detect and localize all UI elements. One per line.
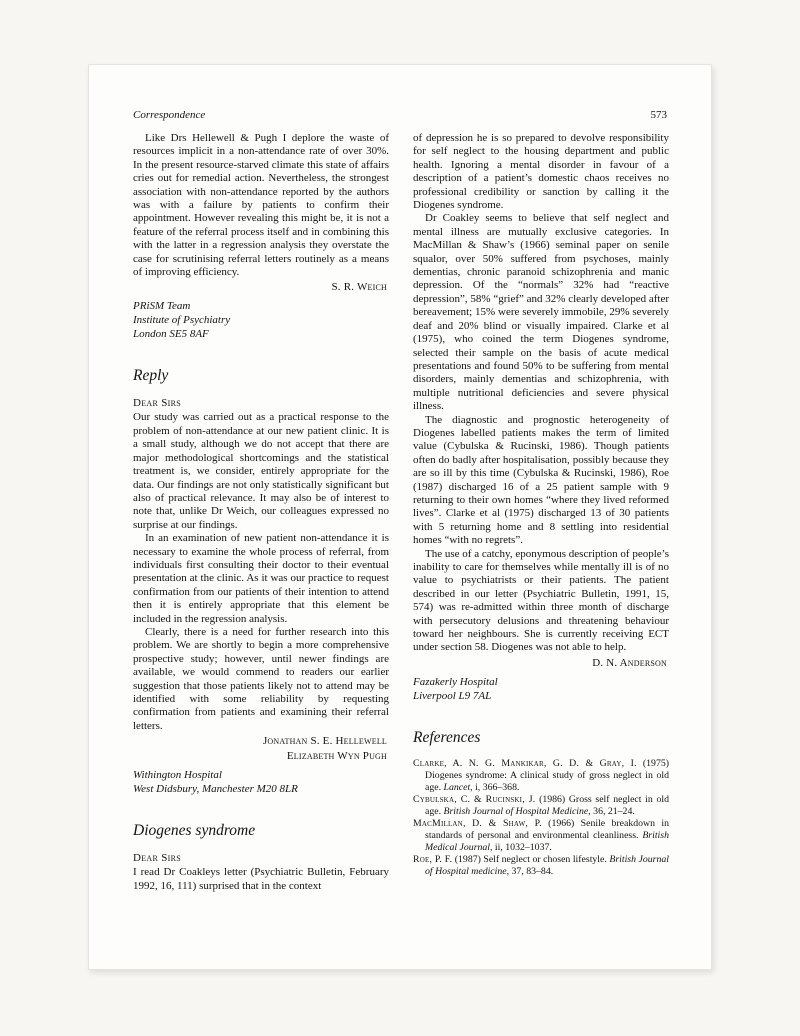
salutation: Dear Sirs [133, 397, 181, 410]
letter-diogenes [133, 821, 389, 893]
affiliation [133, 299, 389, 341]
signature: D. N. Anderson [592, 656, 667, 669]
signature: Elizabeth Wyn Pugh [286, 750, 387, 763]
reference-authors: MacMillan, D. & Shaw, P. [413, 817, 542, 829]
paragraph: I read Dr Coakleys letter (Psychiatric Bulletin, February 1992, 16, 111) surprised that in the context [133, 866, 389, 892]
reference-item [413, 854, 669, 878]
paragraph: Clearly, there is a need for further research into this problem. We are shortly to begin a more comprehensive prospective study; however, until newer findings are available, we would commend to readers our earlier suggestion that those patients likely not to attend may be identified with some reliability by requesting confirmation from patients and examining their referral letters. [133, 625, 389, 732]
reference-text: i, 366–368. [472, 781, 520, 793]
reference-text: (1987) Self neglect or chosen lifestyle. [452, 853, 610, 865]
left-column [133, 132, 389, 893]
paragraph: The diagnostic and prognostic heterogeneity of Diogenes labelled patients makes the term of limited value (Cybulska & Rucinski, 1986). Though patients often do badly after hospitalisation, possibly because they are so ill by this time (Cybulska & Rucinski, 1986), Roe (1987) discharged 16 of a 25 patient sample with 9 returning to their own homes “where they lived reformed lives”. Clarke et al (1975) discharged 13 of 30 patients with 5 returning home and 8 settling into residential homes “with no regrets”. [413, 413, 669, 547]
reference-journal: British Journal of Hospital medicine, [425, 853, 669, 877]
paragraph: of depression he is so prepared to devolve responsibility for self neglect to the housing department and public health. Ignoring a mental disorder in favour of a description of a patient’s domestic chaos receives no professional credibility or sanction by calling it the Diogenes syndrome. [413, 132, 669, 212]
reference-item [413, 818, 669, 854]
affiliation-line: Institute of Psychiatry [133, 314, 231, 327]
paragraph: The use of a catchy, eponymous description of people’s inability to care for themselves while mentally ill is of no value to psychiatrists or their patients. The patient described in our letter (Psychiatric Bulletin, 1991, 15, 574) was re-admitted within three month of discharge with persecutory delusions and threatening behaviour toward her neighbours. She is currently receiving ECT under section 58. Diogenes was not able to help. [413, 547, 669, 654]
paragraph: Our study was carried out as a practical response to the problem of non-attendance at our new patient clinic. It is a small study, although we do not accept that there are major methodological shortcomings and the statistical treatment is, we consider, entirely appropriate for the data. Our findings are not only statistically significant but also of practical relevance. It may also be of interest to note that, unlike Dr Weich, our colleagues expressed no surprise at our findings. [133, 411, 389, 531]
reference-text: (1975) Diogenes syndrome: A clinical study of gross neglect in old age. [425, 757, 669, 793]
page-header [133, 109, 667, 121]
reference-authors: Clarke, A. N. G. Mankikar, G. D. & Gray, I. [413, 757, 637, 769]
affiliation-line: London SE5 8AF [133, 328, 209, 341]
reference-text: (1986) Gross self neglect in old age. [425, 793, 669, 817]
letter-weich [133, 132, 389, 341]
paragraph: Dr Coakley seems to believe that self neglect and mental illness are mutually exclusive categories. In MacMillan & Shaw’s (1966) seminal paper on senile squalor, over 50% suffered from psychoses, mainly dementias, chronic paranoid schizophrenia and manic depression. Of the “normals” 32% had “reactive depression”, 58% “grief” and 32% clearly developed after bereavement; 15% were severely immobile, 29% severely deaf and 20% blind or visually impaired. Clarke et al (1975), who coined the term Diogenes syndrome, selected their sample on the basis of acute medical presentations and found 50% to be suffering from mental disorders, mainly dementias and schizophrenia, with multiple nutritional deficiencies and severe physical illness. [413, 212, 669, 413]
reference-authors: Cybulska, C. & Rucinski, J. [413, 793, 536, 805]
affiliation [133, 768, 389, 796]
section-heading: Reply [133, 367, 169, 385]
affiliation [413, 675, 669, 703]
section-heading: References [413, 728, 481, 746]
right-column [413, 132, 669, 893]
affiliation-line: West Didsbury, Manchester M20 8LR [133, 783, 298, 796]
signature: Jonathan S. E. Hellewell [262, 735, 387, 748]
reference-authors: Roe, P. F. [413, 853, 453, 865]
reference-journal: Lancet, [443, 781, 473, 793]
affiliation-line: Liverpool L9 7AL [413, 689, 492, 702]
salutation: Dear Sirs [133, 852, 181, 865]
journal-page [88, 64, 712, 970]
reference-text: ii, 1032–1037. [492, 841, 552, 853]
reference-text: 37, 83–84. [509, 865, 554, 877]
affiliation-line: Withington Hospital [133, 769, 222, 782]
reference-journal: British Journal of Hospital Medicine, [443, 805, 591, 817]
reference-item [413, 758, 669, 794]
two-column-layout [133, 132, 667, 893]
paragraph: Like Drs Hellewell & Pugh I deplore the waste of resources implicit in a non-attendance rate of over 30%. In the present resource-starved climate this state of affairs cries out for remedial action. Nevertheless, the strongest association with non-attendance reported by the authors was with a failure by patients to confirm their appointment. However revealing this might be, it is not a feature of the referral process itself and in combining this with the latter in a regression analysis they overstate the case for scrutinising referral letters routinely as a means of improving efficiency. [133, 132, 389, 279]
reference-text: 36, 21–24. [590, 805, 635, 817]
reference-item [413, 794, 669, 818]
section-heading: Diogenes syndrome [133, 822, 256, 840]
letter-reply [133, 366, 389, 796]
reference-text: (1966) Senile breakdown in standards of personal and environmental cleanliness. [425, 817, 669, 841]
references-section [413, 728, 669, 878]
affiliation-line: Fazakerly Hospital [413, 675, 498, 688]
running-head: Correspondence [133, 109, 206, 121]
page-number: 573 [650, 109, 667, 121]
letter-diogenes-continued [413, 132, 669, 703]
reference-journal: British Medical Journal, [425, 829, 669, 853]
paragraph: In an examination of new patient non-attendance it is necessary to examine the whole process of referral, from individuals first consulting their doctor to their eventual presentation at the clinic. As it was our practice to request confirmation from our patients of their intention to attend then it is entirely appropriate that this element be included in the regression analysis. [133, 532, 389, 625]
signature: S. R. Weich [331, 281, 387, 294]
affiliation-line: PRiSM Team [133, 300, 191, 313]
